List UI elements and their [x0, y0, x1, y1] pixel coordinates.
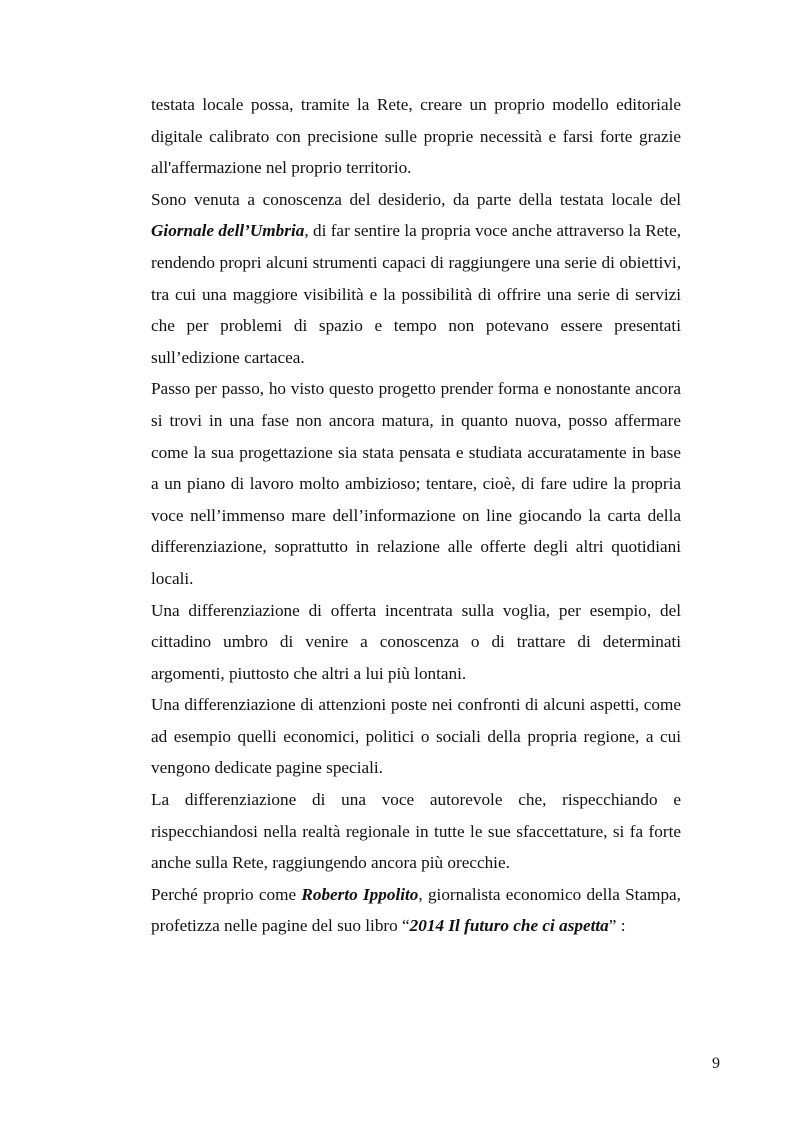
- paragraph-2-text-end: , di far sentire la propria voce anche attraverso la Rete, rendendo propri alcuni strumenti capaci di raggiungere una serie di obiettivi, tra cui una maggiore visibilità e la possibilità di offrire una serie di servizi che per problemi di spazio e tempo non potevano essere presentati sull’edizione cartacea.: [151, 221, 681, 367]
- paragraph-7-text-middle: , giornalista economico della Stampa, profetizza nelle pagine del suo libro “: [151, 884, 681, 936]
- paragraph-7-text-start: Perché proprio come: [151, 884, 302, 904]
- document-body: [151, 89, 681, 942]
- author-name: Roberto Ippolito: [301, 884, 419, 904]
- paragraph-2: [151, 184, 681, 374]
- paragraph-7: [151, 879, 681, 942]
- paragraph-4: Una differenziazione di offerta incentrata sulla voglia, per esempio, del cittadino umbro di venire a conoscenza o di trattare di determinati argomenti, piuttosto che altri a lui più lontani.: [151, 600, 681, 683]
- paragraph-3: Passo per passo, ho visto questo progetto prender forma e nonostante ancora si trovi in una fase non ancora matura, in quanto nuova, posso affermare come la sua progettazione sia stata pensata e studiata accuratamente in base a un piano di lavoro molto ambizioso; tentare, cioè, di fare udire la propria voce nell’immenso mare dell’informazione on line giocando la carta della differenziazione, soprattutto in relazione alle offerte degli altri quotidiani locali.: [151, 379, 681, 588]
- page-number: 9: [712, 1055, 720, 1072]
- paragraph-2-text-start: Sono venuta a conoscenza del desiderio, da parte della testata locale del: [151, 189, 681, 209]
- book-title: 2014 Il futuro che ci aspetta: [409, 916, 609, 936]
- paragraph-1: testata locale possa, tramite la Rete, creare un proprio modello editoriale digitale calibrato con precisione sulle proprie necessità e farsi forte grazie all'affermazione nel proprio territorio.: [151, 95, 681, 178]
- newspaper-title: Giornale dell’Umbria: [151, 221, 305, 241]
- paragraph-7-text-end: ” :: [608, 916, 626, 936]
- paragraph-5: Una differenziazione di attenzioni poste nei confronti di alcuni aspetti, come ad esempio quelli economici, politici o sociali della propria regione, a cui vengono dedicate pagine speciali.: [151, 695, 681, 778]
- paragraph-6: La differenziazione di una voce autorevole che, rispecchiando e rispecchiandosi nella realtà regionale in tutte le sue sfaccettature, si fa forte anche sulla Rete, raggiungendo ancora più orecchie.: [151, 790, 681, 873]
